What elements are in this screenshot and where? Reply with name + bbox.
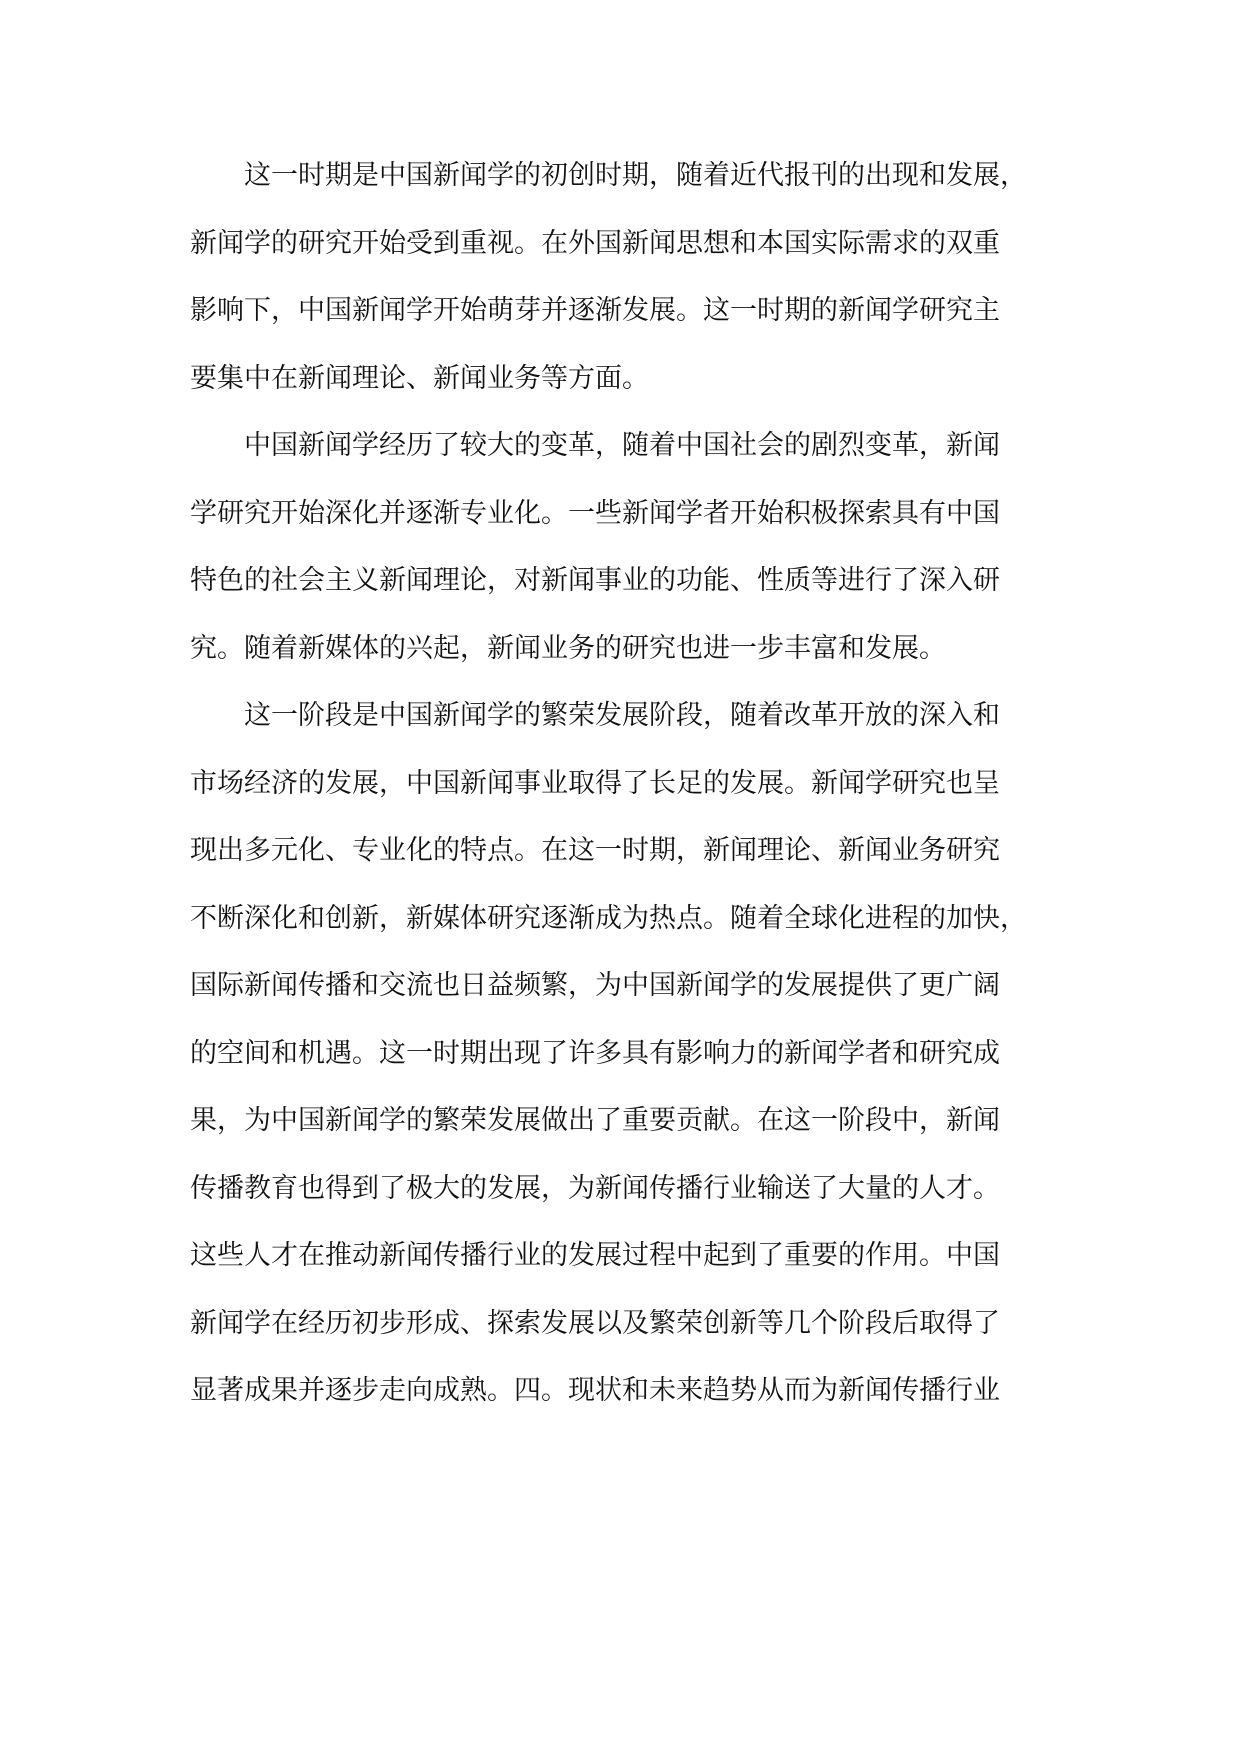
paragraph-1-line-2: 新闻学的研究开始受到重视。在外国新闻思想和本国实际需求的双重 (190, 227, 1000, 259)
paragraph-2-line-3: 特色的社会主义新闻理论，对新闻事业的功能、性质等进行了深入研 (190, 565, 1000, 596)
paragraph-1-line-3: 影响下，中国新闻学开始萌芽并逐渐发展。这一时期的新闻学研究主 (190, 295, 1000, 326)
paragraph-3-line-6: 的空间和机遇。这一时期出现了许多具有影响力的新闻学者和研究成 (190, 1037, 1000, 1069)
paragraph-3-line-3: 现出多元化、专业化的特点。在这一时期，新闻理论、新闻业务研究 (190, 835, 1000, 866)
paragraph-3-line-9: 这些人才在推动新闻传播行业的发展过程中起到了重要的作用。中国 (190, 1240, 1000, 1271)
paragraph-3-line-5: 国际新闻传播和交流也日益频繁，为中国新闻学的发展提供了更广阔 (190, 970, 1000, 1001)
paragraph-3-line-10: 新闻学在经历初步形成、探索发展以及繁荣创新等几个阶段后取得了 (190, 1307, 1000, 1339)
paragraph-2-line-2: 学研究开始深化并逐渐专业化。一些新闻学者开始积极探索具有中国 (190, 497, 1000, 529)
paragraph-3-line-2: 市场经济的发展，中国新闻事业取得了长足的发展。新闻学研究也呈 (190, 767, 1000, 799)
paragraph-2-line-1: 中国新闻学经历了较大的变革，随着中国社会的剧烈变革，新闻 (244, 430, 1000, 461)
paragraph-3-line-8: 传播教育也得到了极大的发展，为新闻传播行业输送了大量的人才。 (190, 1172, 1000, 1204)
paragraph-2-line-4: 究。随着新媒体的兴起，新闻业务的研究也进一步丰富和发展。 (190, 632, 946, 664)
paragraph-3-line-7: 果，为中国新闻学的繁荣发展做出了重要贡献。在这一阶段中，新闻 (190, 1105, 1000, 1136)
paragraph-3-line-4: 不断深化和创新，新媒体研究逐渐成为热点。随着全球化进程的加快， (190, 902, 1027, 934)
paragraph-1-line-4: 要集中在新闻理论、新闻业务等方面。 (190, 362, 649, 394)
body-text (190, 142, 1090, 1425)
paragraph-3-line-1: 这一阶段是中国新闻学的繁荣发展阶段，随着改革开放的深入和 (244, 700, 1000, 731)
paragraph-1-line-1: 这一时期是中国新闻学的初创时期，随着近代报刊的出现和发展， (244, 160, 1027, 191)
paragraph-3-line-11: 显著成果并逐步走向成熟。四。现状和未来趋势从而为新闻传播行业 (190, 1375, 1000, 1406)
